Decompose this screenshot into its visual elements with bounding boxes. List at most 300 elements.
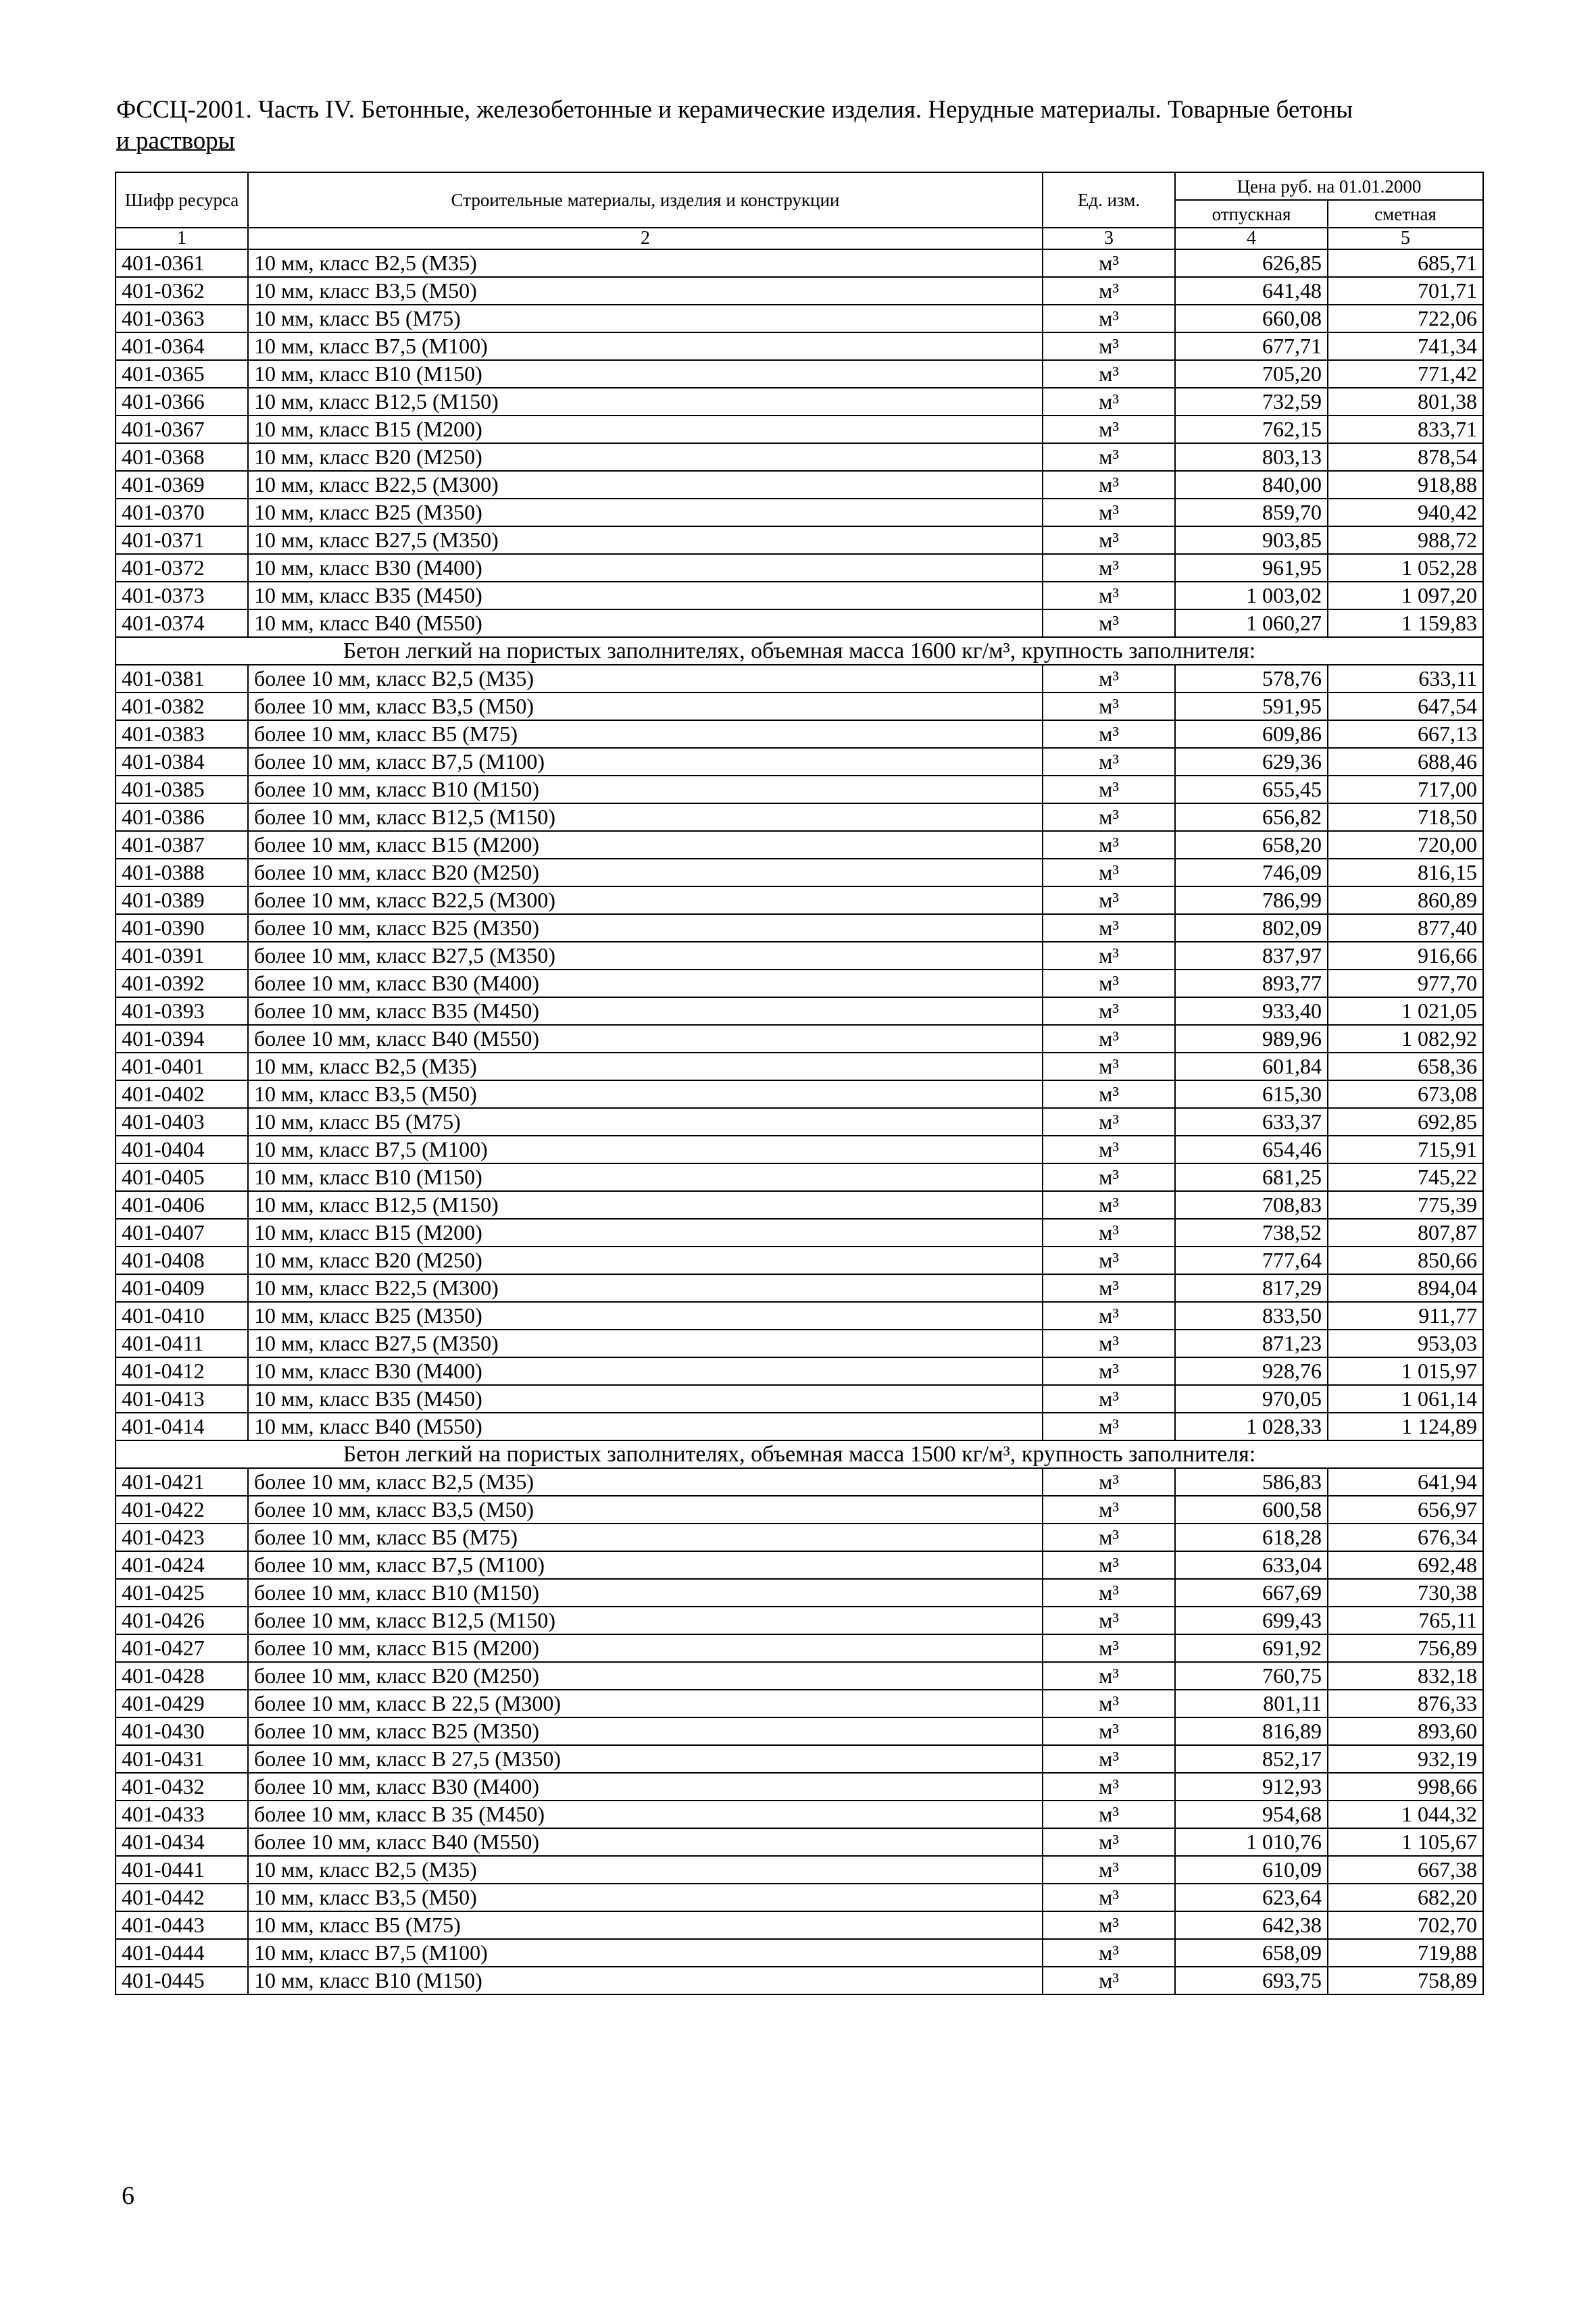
table-row	[116, 360, 1483, 388]
table-row	[116, 526, 1483, 554]
resource-code: 401-0407	[116, 1219, 248, 1247]
unit-of-measure: м³	[1043, 1136, 1175, 1163]
material-description: более 10 мм, класс В30 (М400)	[248, 970, 1043, 997]
release-price: 762,15	[1175, 416, 1328, 443]
estimate-price: 692,85	[1328, 1108, 1483, 1136]
release-price: 989,96	[1175, 1025, 1328, 1053]
resource-code: 401-0384	[116, 748, 248, 776]
unit-of-measure: м³	[1043, 1496, 1175, 1524]
unit-of-measure: м³	[1043, 249, 1175, 277]
table-row	[116, 1330, 1483, 1357]
column-number: 1	[116, 228, 248, 249]
resource-code: 401-0385	[116, 776, 248, 803]
estimate-price: 1 044,32	[1328, 1801, 1483, 1828]
release-price: 1 028,33	[1175, 1413, 1328, 1440]
release-price: 903,85	[1175, 526, 1328, 554]
unit-of-measure: м³	[1043, 1330, 1175, 1357]
unit-of-measure: м³	[1043, 1524, 1175, 1551]
table-row	[116, 1080, 1483, 1108]
unit-of-measure: м³	[1043, 1053, 1175, 1080]
unit-of-measure: м³	[1043, 1468, 1175, 1496]
table-row	[116, 1496, 1483, 1524]
resource-code: 401-0410	[116, 1302, 248, 1330]
table-row	[116, 776, 1483, 803]
unit-of-measure: м³	[1043, 970, 1175, 997]
unit-of-measure: м³	[1043, 1413, 1175, 1440]
material-description: более 10 мм, класс В7,5 (М100)	[248, 748, 1043, 776]
unit-of-measure: м³	[1043, 1274, 1175, 1302]
estimate-price: 860,89	[1328, 886, 1483, 914]
unit-of-measure: м³	[1043, 609, 1175, 637]
release-price: 609,86	[1175, 720, 1328, 748]
estimate-price: 1 021,05	[1328, 997, 1483, 1025]
resource-code: 401-0427	[116, 1634, 248, 1662]
material-description: 10 мм, класс В7,5 (М100)	[248, 1939, 1043, 1967]
release-price: 803,13	[1175, 443, 1328, 471]
table-row	[116, 1856, 1483, 1884]
material-description: 10 мм, класс В35 (М450)	[248, 582, 1043, 609]
material-description: более 10 мм, класс В5 (М75)	[248, 720, 1043, 748]
release-price: 801,11	[1175, 1690, 1328, 1717]
table-body-1500	[116, 1468, 1483, 1994]
material-description: 10 мм, класс В2,5 (М35)	[248, 1053, 1043, 1080]
unit-of-measure: м³	[1043, 914, 1175, 942]
material-description: более 10 мм, класс В 22,5 (М300)	[248, 1690, 1043, 1717]
estimate-price: 758,89	[1328, 1967, 1483, 1994]
resource-code: 401-0412	[116, 1357, 248, 1385]
resource-code: 401-0363	[116, 305, 248, 332]
table-row	[116, 1357, 1483, 1385]
material-description: 10 мм, класс В25 (М350)	[248, 499, 1043, 526]
material-description: более 10 мм, класс В2,5 (М35)	[248, 665, 1043, 693]
unit-of-measure: м³	[1043, 997, 1175, 1025]
table-row	[116, 914, 1483, 942]
estimate-price: 807,87	[1328, 1219, 1483, 1247]
unit-of-measure: м³	[1043, 859, 1175, 886]
release-price: 746,09	[1175, 859, 1328, 886]
estimate-price: 756,89	[1328, 1634, 1483, 1662]
material-description: более 10 мм, класс В 35 (М450)	[248, 1801, 1043, 1828]
estimate-price: 1 159,83	[1328, 609, 1483, 637]
table-row	[116, 1524, 1483, 1551]
release-price: 654,46	[1175, 1136, 1328, 1163]
resource-code: 401-0414	[116, 1413, 248, 1440]
table-row	[116, 1219, 1483, 1247]
table-row	[116, 831, 1483, 859]
resource-code: 401-0441	[116, 1856, 248, 1884]
table-row	[116, 416, 1483, 443]
material-description: 10 мм, класс В35 (М450)	[248, 1385, 1043, 1413]
release-price: 610,09	[1175, 1856, 1328, 1884]
material-description: 10 мм, класс В30 (М400)	[248, 1357, 1043, 1385]
release-price: 859,70	[1175, 499, 1328, 526]
table-row	[116, 249, 1483, 277]
table-row	[116, 1468, 1483, 1496]
resource-code: 401-0390	[116, 914, 248, 942]
table-row	[116, 1717, 1483, 1745]
column-number-row	[116, 228, 1483, 249]
resource-code: 401-0393	[116, 997, 248, 1025]
estimate-price: 715,91	[1328, 1136, 1483, 1163]
estimate-price: 720,00	[1328, 831, 1483, 859]
material-description: 10 мм, класс В7,5 (М100)	[248, 332, 1043, 360]
estimate-price: 1 097,20	[1328, 582, 1483, 609]
material-description: 10 мм, класс В22,5 (М300)	[248, 1274, 1043, 1302]
resource-code: 401-0382	[116, 693, 248, 720]
table-row	[116, 997, 1483, 1025]
resource-code: 401-0406	[116, 1191, 248, 1219]
header-estimate-price: сметная	[1328, 200, 1483, 228]
resource-code: 401-0373	[116, 582, 248, 609]
material-description: более 10 мм, класс В25 (М350)	[248, 1717, 1043, 1745]
material-description: более 10 мм, класс В20 (М250)	[248, 859, 1043, 886]
estimate-price: 667,38	[1328, 1856, 1483, 1884]
release-price: 1 010,76	[1175, 1828, 1328, 1856]
estimate-price: 1 052,28	[1328, 554, 1483, 582]
resource-code: 401-0392	[116, 970, 248, 997]
release-price: 837,97	[1175, 942, 1328, 970]
material-description: 10 мм, класс В7,5 (М100)	[248, 1136, 1043, 1163]
table-row	[116, 970, 1483, 997]
release-price: 708,83	[1175, 1191, 1328, 1219]
unit-of-measure: м³	[1043, 748, 1175, 776]
resource-code: 401-0428	[116, 1662, 248, 1690]
resource-code: 401-0372	[116, 554, 248, 582]
page-header	[116, 95, 1481, 157]
resource-code: 401-0432	[116, 1773, 248, 1801]
resource-code: 401-0409	[116, 1274, 248, 1302]
estimate-price: 676,34	[1328, 1524, 1483, 1551]
estimate-price: 893,60	[1328, 1717, 1483, 1745]
release-price: 601,84	[1175, 1053, 1328, 1080]
resource-code: 401-0403	[116, 1108, 248, 1136]
estimate-price: 718,50	[1328, 803, 1483, 831]
table-row	[116, 720, 1483, 748]
release-price: 633,37	[1175, 1108, 1328, 1136]
table-row	[116, 388, 1483, 416]
estimate-price: 918,88	[1328, 471, 1483, 499]
release-price: 658,09	[1175, 1939, 1328, 1967]
unit-of-measure: м³	[1043, 332, 1175, 360]
estimate-price: 850,66	[1328, 1247, 1483, 1274]
resource-code: 401-0434	[116, 1828, 248, 1856]
resource-code: 401-0433	[116, 1801, 248, 1828]
resource-code: 401-0387	[116, 831, 248, 859]
table-row	[116, 471, 1483, 499]
estimate-price: 682,20	[1328, 1884, 1483, 1911]
table-row	[116, 859, 1483, 886]
estimate-price: 932,19	[1328, 1745, 1483, 1773]
material-description: 10 мм, класс В3,5 (М50)	[248, 1884, 1043, 1911]
unit-of-measure: м³	[1043, 277, 1175, 305]
estimate-price: 877,40	[1328, 914, 1483, 942]
material-description: 10 мм, класс В15 (М200)	[248, 1219, 1043, 1247]
release-price: 691,92	[1175, 1634, 1328, 1662]
unit-of-measure: м³	[1043, 1385, 1175, 1413]
release-price: 1 060,27	[1175, 609, 1328, 637]
unit-of-measure: м³	[1043, 416, 1175, 443]
resource-code: 401-0405	[116, 1163, 248, 1191]
table-row	[116, 1053, 1483, 1080]
table-row	[116, 1690, 1483, 1717]
estimate-price: 1 082,92	[1328, 1025, 1483, 1053]
resource-code: 401-0374	[116, 609, 248, 637]
unit-of-measure: м³	[1043, 1551, 1175, 1579]
unit-of-measure: м³	[1043, 1939, 1175, 1967]
material-description: более 10 мм, класс В12,5 (М150)	[248, 803, 1043, 831]
unit-of-measure: м³	[1043, 942, 1175, 970]
estimate-price: 673,08	[1328, 1080, 1483, 1108]
column-number: 4	[1175, 228, 1328, 249]
table-row	[116, 1634, 1483, 1662]
unit-of-measure: м³	[1043, 1163, 1175, 1191]
resource-code: 401-0423	[116, 1524, 248, 1551]
estimate-price: 1 015,97	[1328, 1357, 1483, 1385]
unit-of-measure: м³	[1043, 1108, 1175, 1136]
unit-of-measure: м³	[1043, 1745, 1175, 1773]
material-description: 10 мм, класс В22,5 (М300)	[248, 471, 1043, 499]
release-price: 578,76	[1175, 665, 1328, 693]
estimate-price: 688,46	[1328, 748, 1483, 776]
estimate-price: 833,71	[1328, 416, 1483, 443]
resource-code: 401-0371	[116, 526, 248, 554]
resource-code: 401-0429	[116, 1690, 248, 1717]
table-row	[116, 1302, 1483, 1330]
resource-code: 401-0362	[116, 277, 248, 305]
material-description: более 10 мм, класс В25 (М350)	[248, 914, 1043, 942]
document-title-continuation-text: и растворы	[116, 127, 235, 155]
unit-of-measure: м³	[1043, 1579, 1175, 1607]
material-description: более 10 мм, класс В22,5 (М300)	[248, 886, 1043, 914]
resource-code: 401-0402	[116, 1080, 248, 1108]
material-description: более 10 мм, класс В5 (М75)	[248, 1524, 1043, 1551]
estimate-price: 685,71	[1328, 249, 1483, 277]
estimate-price: 702,70	[1328, 1911, 1483, 1939]
table-row	[116, 332, 1483, 360]
estimate-price: 719,88	[1328, 1939, 1483, 1967]
material-description: 10 мм, класс В20 (М250)	[248, 443, 1043, 471]
resource-code: 401-0442	[116, 1884, 248, 1911]
unit-of-measure: м³	[1043, 471, 1175, 499]
table-body-1600	[116, 665, 1483, 1440]
resource-code: 401-0430	[116, 1717, 248, 1745]
resource-code: 401-0431	[116, 1745, 248, 1773]
unit-of-measure: м³	[1043, 1191, 1175, 1219]
release-price: 660,08	[1175, 305, 1328, 332]
material-description: 10 мм, класс В15 (М200)	[248, 416, 1043, 443]
table-row	[116, 1967, 1483, 1994]
unit-of-measure: м³	[1043, 1080, 1175, 1108]
estimate-price: 977,70	[1328, 970, 1483, 997]
estimate-price: 775,39	[1328, 1191, 1483, 1219]
table-row	[116, 1884, 1483, 1911]
resource-code: 401-0367	[116, 416, 248, 443]
price-table	[115, 172, 1484, 1995]
release-price: 699,43	[1175, 1607, 1328, 1634]
resource-code: 401-0369	[116, 471, 248, 499]
resource-code: 401-0445	[116, 1967, 248, 1994]
column-number: 3	[1043, 228, 1175, 249]
release-price: 893,77	[1175, 970, 1328, 997]
column-number: 2	[248, 228, 1043, 249]
document-title: ФССЦ-2001. Часть IV. Бетонные, железобетонные и керамические изделия. Нерудные материалы. Товарные бетоны	[116, 96, 1353, 124]
unit-of-measure: м³	[1043, 1856, 1175, 1884]
table-row	[116, 582, 1483, 609]
release-price: 667,69	[1175, 1579, 1328, 1607]
section-title-1500: Бетон легкий на пористых заполнителях, объемная масса 1500 кг/м³, крупность заполнителя:	[116, 1440, 1483, 1468]
unit-of-measure: м³	[1043, 831, 1175, 859]
section-1500	[116, 1440, 1483, 1468]
release-price: 655,45	[1175, 776, 1328, 803]
release-price: 786,99	[1175, 886, 1328, 914]
unit-of-measure: м³	[1043, 443, 1175, 471]
resource-code: 401-0368	[116, 443, 248, 471]
release-price: 961,95	[1175, 554, 1328, 582]
release-price: 623,64	[1175, 1884, 1328, 1911]
unit-of-measure: м³	[1043, 1828, 1175, 1856]
material-description: более 10 мм, класс В10 (М150)	[248, 1579, 1043, 1607]
release-price: 802,09	[1175, 914, 1328, 942]
material-description: более 10 мм, класс В10 (М150)	[248, 776, 1043, 803]
material-description: 10 мм, класс В3,5 (М50)	[248, 277, 1043, 305]
release-price: 591,95	[1175, 693, 1328, 720]
estimate-price: 658,36	[1328, 1053, 1483, 1080]
unit-of-measure: м³	[1043, 1302, 1175, 1330]
material-description: более 10 мм, класс В20 (М250)	[248, 1662, 1043, 1690]
release-price: 629,36	[1175, 748, 1328, 776]
material-description: более 10 мм, класс В7,5 (М100)	[248, 1551, 1043, 1579]
table-row	[116, 1136, 1483, 1163]
release-price: 817,29	[1175, 1274, 1328, 1302]
release-price: 693,75	[1175, 1967, 1328, 1994]
table-row	[116, 1025, 1483, 1053]
estimate-price: 894,04	[1328, 1274, 1483, 1302]
resource-code: 401-0366	[116, 388, 248, 416]
table-row	[116, 1551, 1483, 1579]
table-row	[116, 1413, 1483, 1440]
resource-code: 401-0391	[116, 942, 248, 970]
table-row	[116, 1247, 1483, 1274]
table-row	[116, 443, 1483, 471]
table-row	[116, 886, 1483, 914]
unit-of-measure: м³	[1043, 526, 1175, 554]
material-description: 10 мм, класс В10 (М150)	[248, 360, 1043, 388]
release-price: 833,50	[1175, 1302, 1328, 1330]
estimate-price: 722,06	[1328, 305, 1483, 332]
material-description: 10 мм, класс В40 (М550)	[248, 1413, 1043, 1440]
release-price: 656,82	[1175, 803, 1328, 831]
estimate-price: 730,38	[1328, 1579, 1483, 1607]
material-description: 10 мм, класс В10 (М150)	[248, 1967, 1043, 1994]
estimate-price: 953,03	[1328, 1330, 1483, 1357]
header-code: Шифр ресурса	[116, 172, 248, 228]
estimate-price: 876,33	[1328, 1690, 1483, 1717]
table-row	[116, 1745, 1483, 1773]
material-description: более 10 мм, класс В12,5 (М150)	[248, 1607, 1043, 1634]
release-price: 954,68	[1175, 1801, 1328, 1828]
material-description: 10 мм, класс В2,5 (М35)	[248, 1856, 1043, 1884]
resource-code: 401-0361	[116, 249, 248, 277]
table-row	[116, 1773, 1483, 1801]
release-price: 732,59	[1175, 388, 1328, 416]
release-price: 871,23	[1175, 1330, 1328, 1357]
resource-code: 401-0444	[116, 1939, 248, 1967]
release-price: 626,85	[1175, 249, 1328, 277]
material-description: 10 мм, класс В27,5 (М350)	[248, 526, 1043, 554]
estimate-price: 717,00	[1328, 776, 1483, 803]
unit-of-measure: м³	[1043, 665, 1175, 693]
unit-of-measure: м³	[1043, 1634, 1175, 1662]
release-price: 633,04	[1175, 1551, 1328, 1579]
estimate-price: 641,94	[1328, 1468, 1483, 1496]
estimate-price: 1 105,67	[1328, 1828, 1483, 1856]
unit-of-measure: м³	[1043, 1025, 1175, 1053]
release-price: 618,28	[1175, 1524, 1328, 1551]
material-description: 10 мм, класс В5 (М75)	[248, 1108, 1043, 1136]
resource-code: 401-0424	[116, 1551, 248, 1579]
table-row	[116, 665, 1483, 693]
estimate-price: 701,71	[1328, 277, 1483, 305]
release-price: 760,75	[1175, 1662, 1328, 1690]
material-description: 10 мм, класс В3,5 (М50)	[248, 1080, 1043, 1108]
material-description: 10 мм, класс В5 (М75)	[248, 1911, 1043, 1939]
material-description: более 10 мм, класс В35 (М450)	[248, 997, 1043, 1025]
unit-of-measure: м³	[1043, 1801, 1175, 1828]
release-price: 970,05	[1175, 1385, 1328, 1413]
unit-of-measure: м³	[1043, 360, 1175, 388]
estimate-price: 745,22	[1328, 1163, 1483, 1191]
estimate-price: 765,11	[1328, 1607, 1483, 1634]
resource-code: 401-0408	[116, 1247, 248, 1274]
table-row	[116, 609, 1483, 637]
resource-code: 401-0365	[116, 360, 248, 388]
release-price: 933,40	[1175, 997, 1328, 1025]
release-price: 600,58	[1175, 1496, 1328, 1524]
estimate-price: 692,48	[1328, 1551, 1483, 1579]
resource-code: 401-0425	[116, 1579, 248, 1607]
unit-of-measure: м³	[1043, 693, 1175, 720]
table-row	[116, 942, 1483, 970]
unit-of-measure: м³	[1043, 776, 1175, 803]
unit-of-measure: м³	[1043, 1773, 1175, 1801]
estimate-price: 741,34	[1328, 332, 1483, 360]
unit-of-measure: м³	[1043, 1717, 1175, 1745]
estimate-price: 911,77	[1328, 1302, 1483, 1330]
unit-of-measure: м³	[1043, 499, 1175, 526]
table-row	[116, 1828, 1483, 1856]
document-title-continuation	[116, 126, 1481, 157]
resource-code: 401-0386	[116, 803, 248, 831]
resource-code: 401-0394	[116, 1025, 248, 1053]
unit-of-measure: м³	[1043, 554, 1175, 582]
material-description: более 10 мм, класс В3,5 (М50)	[248, 693, 1043, 720]
release-price: 677,71	[1175, 332, 1328, 360]
material-description: более 10 мм, класс В40 (М550)	[248, 1828, 1043, 1856]
column-number: 5	[1328, 228, 1483, 249]
table-row	[116, 1108, 1483, 1136]
section-title-1600: Бетон легкий на пористых заполнителях, объемная масса 1600 кг/м³, крупность заполнителя:	[116, 637, 1483, 665]
header-description: Строительные материалы, изделия и конструкции	[248, 172, 1043, 228]
estimate-price: 1 061,14	[1328, 1385, 1483, 1413]
resource-code: 401-0404	[116, 1136, 248, 1163]
unit-of-measure: м³	[1043, 1690, 1175, 1717]
unit-of-measure: м³	[1043, 886, 1175, 914]
estimate-price: 647,54	[1328, 693, 1483, 720]
material-description: 10 мм, класс В27,5 (М350)	[248, 1330, 1043, 1357]
unit-of-measure: м³	[1043, 1884, 1175, 1911]
unit-of-measure: м³	[1043, 305, 1175, 332]
release-price: 658,20	[1175, 831, 1328, 859]
